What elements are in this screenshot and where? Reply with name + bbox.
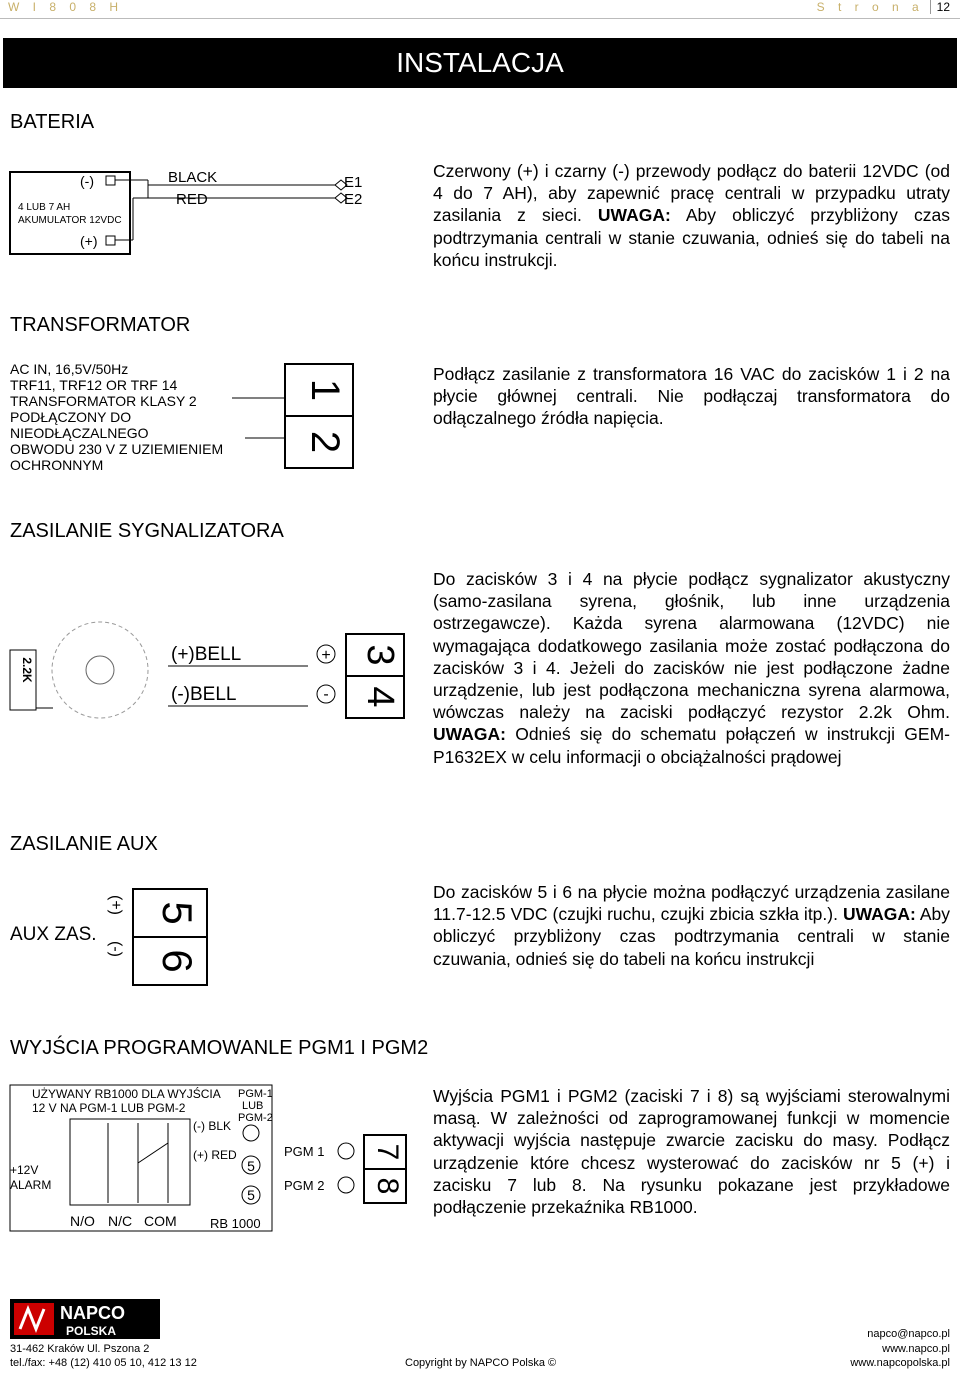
page-indicator [817, 0, 950, 14]
section-title-aux: ZASILANIE AUX [10, 833, 158, 855]
page-number: 12 [930, 0, 950, 14]
trf-line-3: TRANSFORMATOR KLASY 2 [10, 393, 197, 409]
aux-diagram [8, 885, 213, 990]
bateria-warning-label: UWAGA: [597, 205, 671, 226]
sygnalizator-text [433, 568, 950, 768]
logo-napco-text: NAPCO [60, 1303, 126, 1323]
aux-warning-label: UWAGA: [842, 904, 916, 925]
terminal-5a-label: 5 [247, 1158, 255, 1174]
red-wire-label-pgm: (+) RED [193, 1148, 237, 1162]
battery-type-label: AKUMULATOR 12VDC [18, 215, 122, 226]
pgm-diagram [8, 1083, 408, 1233]
bateria-text-part1: Czerwony (+) i czarny (-) przewody podłącz do baterii 12VDC (od 4 do 7 AH), aby zapewnić pracę centrali w przypadku utraty zasilania z sieci. [433, 161, 950, 226]
section-title-bateria: BATERIA [10, 111, 95, 133]
black-wire-label: BLACK [168, 169, 218, 186]
aux-label: AUX ZAS. [10, 924, 97, 945]
trf-line-4: PODŁĄCZONY DO [10, 409, 132, 425]
header-rule [0, 18, 960, 19]
rb1000-usage-line-1: UŻYWANY RB1000 DLA WYJŚCIA [32, 1087, 221, 1101]
sygnalizator-text-part1: Do zacisków 3 i 4 na płycie podłącz sygnalizator akustyczny (samo-zasilana syrena, głośnik, lub inne urządzenia ostrzegawcze). Każda syrena alarmowana (12VDC) nie wymagająca dodatkowego zasilania może zostać podłączona do zacisków 3 i 4. Jeżeli do zacisków nie jest podłączone żadne urządzenie, lub jest podłączona mechaniczna syrena alarmowa, wówczas należy na zaciski podłączyć rezystor 2.2k Ohm. [433, 569, 950, 723]
terminal-8-label: 8 [371, 1177, 404, 1195]
rb1000-label: RB 1000 [210, 1216, 261, 1231]
page-label: S t r o n a [816, 0, 924, 14]
pgm2-label: PGM 2 [284, 1178, 325, 1193]
aux-text-part2: Aby obliczyć przybliżony czas podtrzymania centrali w stanie czuwania, odnieś się do tabeli na końcu instrukcji [433, 904, 950, 969]
aux-minus-terminal: (-) [107, 941, 124, 957]
sygnalizator-warning-label: UWAGA: [433, 724, 506, 745]
footer-address: 31-462 Kraków Ul. Pszona 2 [10, 1343, 150, 1355]
doc-code: W I 8 0 8 H [8, 0, 124, 14]
footer-website-2[interactable]: www.napcopolska.pl [850, 1357, 950, 1369]
section-title-sygnalizator: ZASILANIE SYGNALIZATORA [10, 520, 284, 542]
bateria-text-part2: Aby obliczyć przybliżony czas podtrzymania centrali w stanie czuwania, odnieś się do tabeli na końcu instrukcji. [433, 205, 950, 270]
section-title-transformator: TRANSFORMATOR [10, 314, 191, 336]
rb1000-usage-line-2: 12 V NA PGM-1 LUB PGM-2 [32, 1101, 186, 1115]
no-contact-label: N/O [70, 1213, 95, 1229]
trf-line-1: AC IN, 16,5V/50Hz [10, 361, 129, 377]
pgm-text: Wyjścia PGM1 i PGM2 (zaciski 7 i 8) są wyjściami sterowalnymi masą. W zależności od zaprogramowanej funkcji w momencie aktywacji wyjścia następuje zwarcie zacisku do masy. Podłącz urządzenie które chcesz wysterować do zacisków nr 5 (+) i zacisku 7 lub 8. Na rysunku pokazane jest przykładowe podłączenie przekaźnika RB1000. [433, 1086, 950, 1218]
nc-contact-label: N/C [108, 1213, 133, 1229]
terminal-1-label: 1 [303, 378, 347, 402]
pgm1-small-label: PGM-1 [238, 1088, 273, 1100]
transformer-diagram [10, 360, 360, 476]
terminal-7-label: 7 [371, 1143, 404, 1161]
transformator-text: Podłącz zasilanie z transformatora 16 VAC do zacisków 1 i 2 na płycie głównej centrali. Nie podłączaj transformatora do odłączalnego źródła napięcia. [433, 364, 950, 429]
footer-phone: tel./fax: +48 (12) 410 05 10, 412 13 12 [10, 1357, 197, 1369]
page-title: INSTALACJA [3, 38, 957, 88]
aux-text-part1: Do zacisków 5 i 6 na płycie można podłączyć urządzenia zasilane 11.7-12.5 VDC (czujki ruchu, czujki zbicia szkła itp.). [433, 882, 950, 925]
e1-terminal-label: E1 [344, 174, 363, 191]
terminal-5-label: 5 [154, 901, 201, 925]
footer-website-1[interactable]: www.napco.pl [882, 1343, 950, 1355]
red-wire-label: RED [176, 191, 208, 208]
footer-email[interactable]: napco@napco.pl [867, 1328, 950, 1340]
bell-plus-label: (+)BELL [171, 644, 242, 665]
napco-logo [10, 1299, 160, 1339]
lub-label: LUB [242, 1100, 264, 1112]
terminal-5b-label: 5 [247, 1187, 255, 1203]
blk-wire-label: (-) BLK [193, 1119, 232, 1133]
battery-capacity-label: 4 LUB 7 AH [18, 202, 71, 213]
siren-diagram [8, 620, 408, 720]
pgm2-small-label: PGM-2 [238, 1112, 273, 1124]
aux-plus-terminal: (+) [107, 895, 124, 915]
trf-line-5: NIEODŁĄCZALNEGO [10, 425, 149, 441]
bateria-text [433, 160, 950, 271]
siren-plus-terminal: + [321, 647, 331, 664]
com-contact-label: COM [144, 1213, 177, 1229]
alarm-label: ALARM [10, 1178, 52, 1192]
pgm1-label: PGM 1 [284, 1144, 325, 1159]
battery-minus-label: (-) [80, 173, 94, 189]
sygnalizator-text-part2: Odnieś się do schematu połączeń w instrukcji GEM-P1632EX w celu informacji o obciążalności prądowej [433, 724, 950, 767]
trf-line-2: TRF11, TRF12 OR TRF 14 [10, 377, 178, 393]
footer-copyright: Copyright by NAPCO Polska © [405, 1357, 557, 1369]
section-title-pgm: WYJŚCIA PROGRAMOWANLE PGM1 I PGM2 [10, 1037, 429, 1059]
trf-line-6: OBWODU 230 V Z UZIEMIENIEM [10, 441, 224, 457]
terminal-3-label: 3 [359, 644, 401, 666]
bell-minus-label: (-)BELL [171, 684, 237, 705]
resistor-label: 2.2K [20, 657, 34, 683]
terminal-6-label: 6 [154, 949, 201, 973]
logo-polska-text: POLSKA [66, 1324, 117, 1338]
trf-line-7: OCHRONNYM [10, 457, 104, 473]
terminal-4-label: 4 [359, 686, 401, 708]
siren-minus-terminal: - [323, 686, 329, 703]
aux-text [433, 881, 950, 970]
battery-diagram [8, 168, 373, 258]
terminal-2-label: 2 [303, 430, 347, 454]
e2-terminal-label: E2 [344, 191, 363, 208]
plus-12v-label: +12V [10, 1163, 39, 1177]
battery-plus-label: (+) [80, 233, 98, 249]
